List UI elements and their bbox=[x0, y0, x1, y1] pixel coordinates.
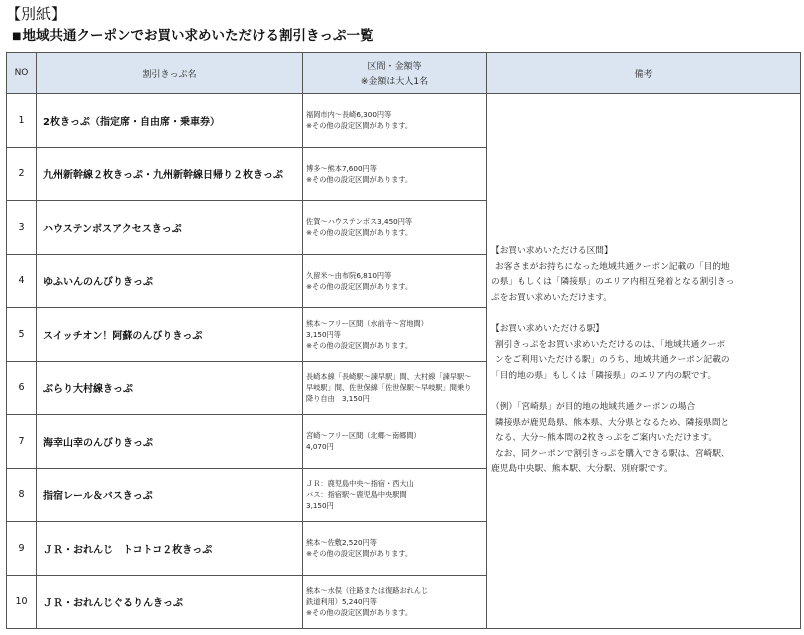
row-number: 9 bbox=[7, 522, 37, 576]
remarks-line: なる、大分～熊本間の2枚きっぷをご案内いただけます。 bbox=[495, 433, 718, 444]
row-number: 1 bbox=[7, 94, 37, 148]
remarks-line: ぷをお買い求めいただけます。 bbox=[491, 292, 612, 303]
remarks-heading-section: 【お買い求めいただける区間】 bbox=[491, 246, 613, 257]
row-number: 2 bbox=[7, 147, 37, 201]
row-number: 3 bbox=[7, 201, 37, 255]
section-and-price bbox=[303, 468, 487, 522]
section-line: 3,150円 bbox=[306, 501, 334, 511]
section-and-price bbox=[303, 308, 487, 362]
section-line: ＪＲ：鹿児島中央～指宿・西大山 bbox=[306, 479, 414, 489]
ticket-name: ゆふいんのんびりきっぷ bbox=[37, 254, 303, 308]
section-line: 3,150円等 bbox=[306, 329, 341, 339]
section-and-price bbox=[303, 201, 487, 255]
discount-ticket-table bbox=[6, 52, 801, 629]
section-line: 熊本～水俣（往路または復路おれんじ bbox=[306, 586, 429, 596]
row-number: 10 bbox=[7, 575, 37, 629]
column-header-section-label: 区間・金額等 bbox=[367, 62, 422, 72]
remarks-line: 隣接県が鹿児島県、熊本県、大分県となるため、隣接県間と bbox=[495, 417, 730, 428]
column-header-section bbox=[303, 53, 487, 94]
section-and-price bbox=[303, 147, 487, 201]
section-line: バス：指宿駅～鹿児島中央駅間 bbox=[306, 490, 407, 500]
document-title-text: 地域共通クーポンでお買い求めいただける割引きっぷ一覧 bbox=[22, 28, 374, 44]
ticket-name: ＪＲ・おれんじぐるりんきっぷ bbox=[37, 575, 303, 629]
row-number: 8 bbox=[7, 468, 37, 522]
remarks-line: お客さまがお持ちになった地域共通クーポン記載の「目的地 bbox=[495, 261, 730, 272]
square-bullet-icon: ■ bbox=[12, 31, 22, 42]
remarks-line: ンをご利用いただける駅」のうち、地域共通クーポン記載の bbox=[495, 355, 730, 366]
column-header-name: 割引きっぷ名 bbox=[37, 53, 303, 94]
section-and-price bbox=[303, 94, 487, 148]
remarks-example-heading: （例）「宮崎県」が目的地の地域共通クーポンの場合 bbox=[491, 401, 696, 412]
ticket-name: ぶらり大村線きっぷ bbox=[37, 361, 303, 415]
remarks-line: 「目的地の県」もしくは「隣接県」のエリア内の駅です。 bbox=[491, 370, 717, 381]
section-line: 鉄道利用）5,240円等 bbox=[306, 597, 377, 607]
section-line: ※その他の設定区間があります。 bbox=[306, 281, 413, 291]
remarks-line: 割引きっぷをお買い求めいただけるのは、「地域共通クーポ bbox=[495, 339, 726, 350]
section-line: ※その他の設定区間があります。 bbox=[306, 228, 413, 238]
ticket-name: ハウステンボスアクセスきっぷ bbox=[37, 201, 303, 255]
table-row bbox=[7, 94, 801, 148]
remarks-cell bbox=[487, 94, 801, 629]
ticket-name: 海幸山幸のんびりきっぷ bbox=[37, 415, 303, 469]
section-and-price bbox=[303, 415, 487, 469]
column-header-remarks: 備考 bbox=[487, 53, 801, 94]
section-line: ※その他の設定区間があります。 bbox=[306, 121, 413, 131]
section-and-price bbox=[303, 361, 487, 415]
section-line: ※その他の設定区間があります。 bbox=[306, 549, 413, 559]
column-header-section-note: ※金額は大人1名 bbox=[360, 77, 429, 87]
row-number: 6 bbox=[7, 361, 37, 415]
section-line: 佐賀～ハウステンボス3,450円等 bbox=[306, 217, 413, 227]
section-line: ※その他の設定区間があります。 bbox=[306, 340, 413, 350]
remarks-spacer bbox=[491, 306, 796, 322]
section-line: 降り自由 3,150円 bbox=[306, 394, 370, 404]
ticket-name: 2枚きっぷ（指定席・自由席・乗車券） bbox=[37, 94, 303, 148]
section-line: 熊本～佐敷2,520円等 bbox=[306, 538, 377, 548]
section-line: 熊本～フリー区間（水前寺～宮地間） bbox=[306, 318, 428, 328]
ticket-name: ＪＲ・おれんじ トコトコ２枚きっぷ bbox=[37, 522, 303, 576]
column-header-no: NO bbox=[7, 53, 37, 94]
section-line: 福岡市内～長崎6,300円等 bbox=[306, 110, 392, 120]
section-line: ※その他の設定区間があります。 bbox=[306, 174, 413, 184]
section-and-price bbox=[303, 522, 487, 576]
row-number: 5 bbox=[7, 308, 37, 362]
ticket-name: スイッチオン！阿蘇のんびりきっぷ bbox=[37, 308, 303, 362]
attachment-label: 【別紙】 bbox=[6, 5, 67, 23]
remarks-line: なお、同クーポンで割引きっぷを購入できる駅は、宮崎駅、 bbox=[495, 448, 730, 459]
section-line: 久留米～由布院6,810円等 bbox=[306, 270, 392, 280]
row-number: 4 bbox=[7, 254, 37, 308]
ticket-name: 指宿レール＆バスきっぷ bbox=[37, 468, 303, 522]
ticket-name: 九州新幹線２枚きっぷ・九州新幹線日帰り２枚きっぷ bbox=[37, 147, 303, 201]
remarks-heading-station: 【お買い求めいただける駅】 bbox=[491, 324, 604, 335]
section-and-price bbox=[303, 575, 487, 629]
section-line: 博多～熊本7,600円等 bbox=[306, 163, 377, 173]
section-line: 長崎本線「長崎駅～諫早駅」間、大村線「諫早駅～ bbox=[306, 372, 472, 382]
document-title bbox=[12, 27, 373, 46]
row-number: 7 bbox=[7, 415, 37, 469]
remarks-line: 鹿児島中央駅、熊本駅、大分駅、別府駅です。 bbox=[491, 464, 673, 475]
section-line: ※その他の設定区間があります。 bbox=[306, 608, 413, 618]
section-and-price bbox=[303, 254, 487, 308]
section-line: 宮崎～フリー区間（北郷～南郷間） bbox=[306, 431, 421, 441]
remarks-line: の県」もしくは「隣接県」のエリア内相互発着となる割引きっ bbox=[491, 277, 735, 288]
section-line: 早岐駅」間、佐世保線「佐世保駅～早岐駅」間乗り bbox=[306, 383, 472, 393]
remarks-spacer bbox=[491, 384, 796, 400]
section-line: 4,070円 bbox=[306, 442, 334, 452]
